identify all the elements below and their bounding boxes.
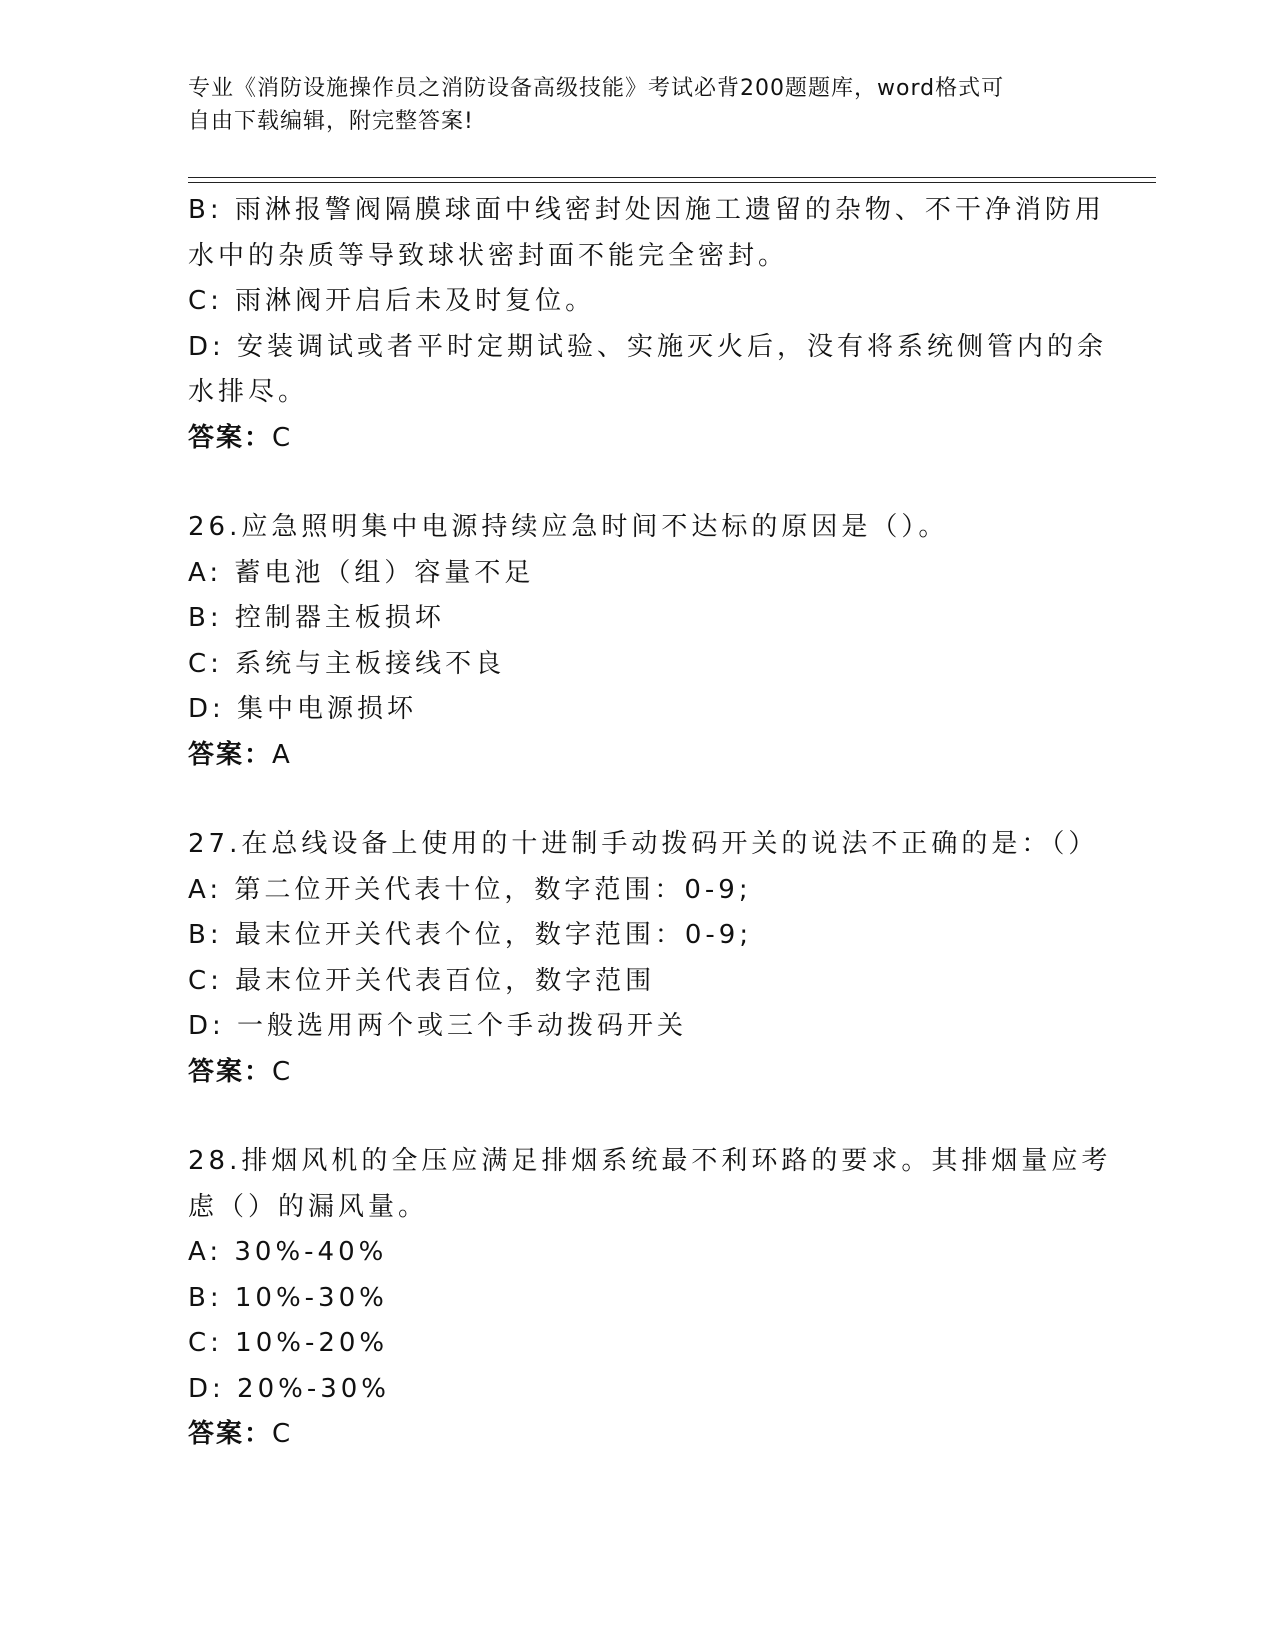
option-d-line-2: 水排尽。 <box>188 377 309 407</box>
question-stem-line-2: 虑（）的漏风量。 <box>188 1191 429 1222</box>
option-c: C: 10%-20% <box>188 1328 389 1358</box>
question-26 <box>188 505 1088 778</box>
option-c: C: 最末位开关代表百位，数字范围 <box>188 965 656 996</box>
header-rule-bottom <box>188 182 1156 183</box>
answer <box>188 1050 1088 1096</box>
option-c: C: 雨淋阀开启后未及时复位。 <box>188 286 596 316</box>
answer-label: 答案： <box>188 739 273 770</box>
option-b-line-2: 水中的杂质等导致球状密封面不能完全密封。 <box>188 240 789 271</box>
answer <box>188 1412 1088 1458</box>
option-a: A: 第二位开关代表十位，数字范围：0-9; <box>188 874 752 905</box>
question-28 <box>188 1139 1112 1458</box>
option-b: B: 最末位开关代表个位，数字范围：0-9; <box>188 920 753 950</box>
header-line-2: 自由下载编辑，附完整答案! <box>188 109 474 134</box>
option-a: A: 30%-40% <box>188 1237 388 1267</box>
question-stem: 27.在总线设备上使用的十进制手动拨码开关的说法不正确的是：（） <box>188 829 1099 859</box>
option-b: B: 控制器主板损坏 <box>188 603 445 633</box>
document-header <box>188 72 1068 138</box>
header-line-1: 专业《消防设施操作员之消防设备高级技能》考试必背200题题库，word格式可 <box>188 76 1005 101</box>
answer-value: C <box>272 1419 293 1449</box>
option-d: D: 20%-30% <box>188 1373 391 1404</box>
option-b: B: 10%-30% <box>188 1282 388 1313</box>
header-rule-top <box>188 177 1156 178</box>
answer <box>188 733 1088 779</box>
question-list <box>188 188 1112 1458</box>
answer-value: C <box>272 1056 293 1087</box>
question-stem-line-1: 28.排烟风机的全压应满足排烟系统最不利环路的要求。其排烟量应考 <box>188 1146 1112 1176</box>
option-c: C: 系统与主板接线不良 <box>188 648 506 679</box>
answer-label: 答案： <box>188 1419 273 1449</box>
option-d: D: 一般选用两个或三个手动拨码开关 <box>188 1011 688 1041</box>
option-d-line-1: D: 安装调试或者平时定期试验、实施灭火后，没有将系统侧管内的余 <box>188 331 1108 362</box>
question-25-continued <box>188 188 1108 461</box>
option-b-line-1: B: 雨淋报警阀隔膜球面中线密封处因施工遗留的杂物、不干净消防用 <box>188 195 1105 225</box>
question-stem: 26.应急照明集中电源持续应急时间不达标的原因是（）。 <box>188 512 949 542</box>
option-d: D: 集中电源损坏 <box>188 694 418 724</box>
question-27 <box>188 822 1099 1095</box>
answer-label: 答案： <box>188 422 273 453</box>
answer-label: 答案： <box>188 1056 273 1087</box>
answer <box>188 416 1088 462</box>
option-a: A: 蓄电池（组）容量不足 <box>188 557 535 588</box>
answer-value: A <box>272 739 292 770</box>
answer-value: C <box>272 422 293 453</box>
